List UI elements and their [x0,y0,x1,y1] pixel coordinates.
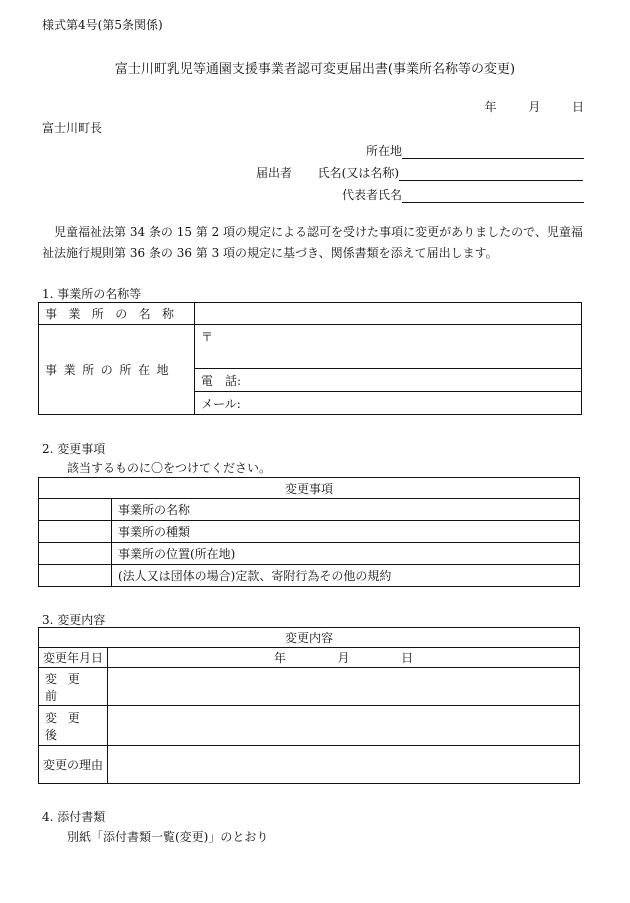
section2-heading: 2. 変更事項 [42,442,106,456]
applicant-address-row [366,142,584,159]
applicant-rep-row [342,186,584,203]
mark-cell-1[interactable] [39,499,112,521]
change-item-4: (法人又は団体の場合)定款、寄附行為その他の規約 [112,565,580,587]
postal-field[interactable] [195,325,582,369]
facility-table [38,302,582,415]
before-field[interactable] [108,668,580,706]
change-date-field[interactable] [108,648,580,668]
rep-field[interactable] [402,188,584,203]
mark-cell-2[interactable] [39,521,112,543]
reason-field[interactable] [108,746,580,784]
change-date-month: 月 [337,651,350,665]
after-field[interactable] [108,706,580,746]
notifier-label: 届出者 [256,166,293,180]
applicant-name-row [256,164,583,181]
facility-name-field[interactable] [195,303,582,325]
section2-instruction: 該当するものに〇をつけてください。 [67,461,272,475]
before-label: 変更前 [39,668,108,706]
facility-location-label: 事業所の所在地 [39,325,195,415]
name-label: 氏名(又は名称) [317,166,400,180]
form-number: 様式第4号(第5条関係) [42,18,163,32]
tel-label: 電 話: [201,373,242,388]
change-item-2: 事業所の種類 [112,521,580,543]
section1-heading: 1. 事業所の名称等 [42,287,142,301]
change-items-header: 変更事項 [39,478,580,499]
tel-field[interactable] [195,369,582,392]
date-day: 日 [571,100,584,114]
mail-label: メール: [201,396,241,411]
date-line [485,98,584,115]
change-items-table [38,477,580,587]
body-paragraph: 児童福祉法第 34 条の 15 第 2 項の規定による認可を受けた事項に変更がありましたので、児童福祉法施行規則第 36 条の 36 第 3 項の規定に基づき、関係書類を添えて届出します。 [42,225,583,260]
postal-mark: 〒 [201,330,214,344]
address-field[interactable] [402,144,584,159]
after-label: 変更後 [39,706,108,746]
section4-text: 別紙「添付書類一覧(変更)」のとおり [67,830,269,844]
section4-heading: 4. 添付書類 [42,810,106,824]
change-item-3: 事業所の位置(所在地) [112,543,580,565]
addressee: 富士川町長 [42,121,103,135]
document-title: 富士川町乳児等通園支援事業者認可変更届出書(事業所名称等の変更) [114,62,516,77]
name-field[interactable] [399,166,583,181]
change-content-header: 変更内容 [39,628,580,648]
reason-label: 変更の理由 [39,746,108,784]
change-date-day: 日 [401,651,414,665]
mark-cell-4[interactable] [39,565,112,587]
facility-name-label: 事業所の名称 [39,303,195,325]
date-year: 年 [484,100,497,114]
change-item-1: 事業所の名称 [112,499,580,521]
section3-heading: 3. 変更内容 [42,613,106,627]
date-month: 月 [528,100,541,114]
change-content-table [38,627,580,784]
rep-label: 代表者氏名 [342,188,403,202]
address-label: 所在地 [366,144,403,158]
mail-field[interactable] [195,392,582,415]
mark-cell-3[interactable] [39,543,112,565]
change-date-label: 変更年月日 [39,648,108,668]
change-date-year: 年 [273,651,286,665]
